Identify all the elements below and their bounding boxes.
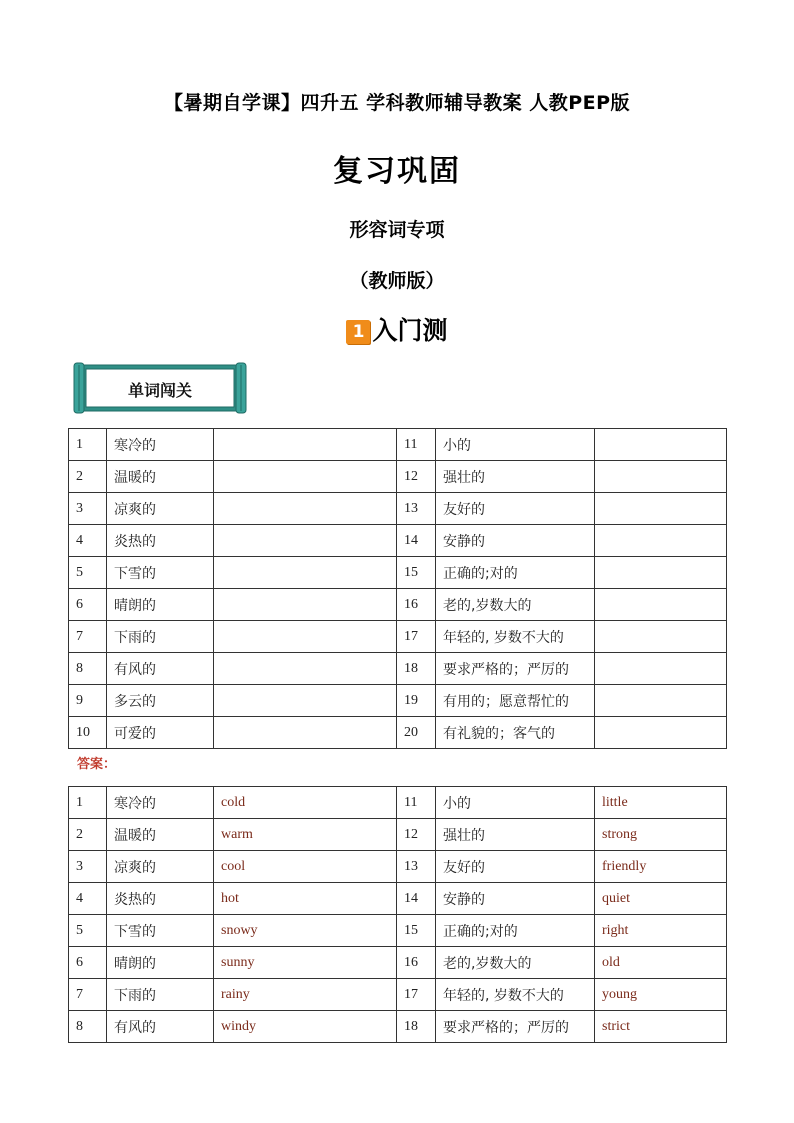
chinese-word: 老的,岁数大的 xyxy=(436,947,595,979)
english-answer xyxy=(214,621,397,653)
main-title: 复习巩固 xyxy=(333,154,461,189)
item-number: 6 xyxy=(69,589,107,621)
english-answer xyxy=(595,461,727,493)
item-number: 3 xyxy=(69,493,107,525)
chinese-word: 要求严格的；严厉的 xyxy=(436,1011,595,1043)
table-row xyxy=(69,819,727,851)
english-answer: cold xyxy=(214,787,397,819)
chinese-word: 年轻的, 岁数不大的 xyxy=(436,979,595,1011)
item-number: 17 xyxy=(397,621,436,653)
item-number: 10 xyxy=(69,717,107,749)
chinese-word: 可爱的 xyxy=(107,717,214,749)
item-number: 2 xyxy=(69,461,107,493)
english-answer xyxy=(595,557,727,589)
chinese-word: 正确的;对的 xyxy=(436,557,595,589)
item-number: 8 xyxy=(69,1011,107,1043)
english-answer xyxy=(214,557,397,589)
english-answer xyxy=(214,589,397,621)
chinese-word: 友好的 xyxy=(436,851,595,883)
table-row xyxy=(69,557,727,589)
chinese-word: 炎热的 xyxy=(107,525,214,557)
table-row xyxy=(69,589,727,621)
chinese-word: 温暖的 xyxy=(107,819,214,851)
chinese-word: 有礼貌的；客气的 xyxy=(436,717,595,749)
chinese-word: 下雨的 xyxy=(107,621,214,653)
chinese-word: 下雪的 xyxy=(107,557,214,589)
item-number: 13 xyxy=(397,851,436,883)
table-row xyxy=(69,1011,727,1043)
item-number: 16 xyxy=(397,947,436,979)
chinese-word: 友好的 xyxy=(436,493,595,525)
document-header: 【暑期自学课】四升五 学科教师辅导教案 人教PEP版 xyxy=(163,92,631,114)
item-number: 17 xyxy=(397,979,436,1011)
item-number: 7 xyxy=(69,979,107,1011)
table-row xyxy=(69,461,727,493)
table-row xyxy=(69,717,727,749)
table-row xyxy=(69,653,727,685)
item-number: 1 xyxy=(69,429,107,461)
table-row xyxy=(69,979,727,1011)
english-answer: snowy xyxy=(214,915,397,947)
item-number: 20 xyxy=(397,717,436,749)
item-number: 18 xyxy=(397,653,436,685)
chinese-word: 晴朗的 xyxy=(107,589,214,621)
english-answer xyxy=(214,493,397,525)
chinese-word: 年轻的, 岁数不大的 xyxy=(436,621,595,653)
chinese-word: 老的,岁数大的 xyxy=(436,589,595,621)
english-answer xyxy=(595,621,727,653)
item-number: 4 xyxy=(69,525,107,557)
english-answer xyxy=(595,525,727,557)
table-row xyxy=(69,851,727,883)
chinese-word: 强壮的 xyxy=(436,461,595,493)
item-number: 14 xyxy=(397,525,436,557)
subtitle: 形容词专项 xyxy=(349,219,445,241)
chinese-word: 有用的；愿意帮忙的 xyxy=(436,685,595,717)
english-answer xyxy=(214,653,397,685)
english-answer: strong xyxy=(595,819,727,851)
english-answer: right xyxy=(595,915,727,947)
item-number: 1 xyxy=(69,787,107,819)
table-row xyxy=(69,621,727,653)
item-number: 16 xyxy=(397,589,436,621)
question-table xyxy=(68,428,727,749)
chinese-word: 要求严格的；严厉的 xyxy=(436,653,595,685)
english-answer: old xyxy=(595,947,727,979)
item-number: 5 xyxy=(69,915,107,947)
english-answer xyxy=(595,589,727,621)
chinese-word: 凉爽的 xyxy=(107,493,214,525)
item-number: 3 xyxy=(69,851,107,883)
answers-label: 答案： xyxy=(77,757,117,772)
english-answer xyxy=(595,685,727,717)
english-answer xyxy=(214,525,397,557)
answer-table xyxy=(68,786,727,1043)
chinese-word: 下雨的 xyxy=(107,979,214,1011)
english-answer: young xyxy=(595,979,727,1011)
english-answer: friendly xyxy=(595,851,727,883)
table-row xyxy=(69,429,727,461)
english-answer: windy xyxy=(214,1011,397,1043)
english-answer xyxy=(214,429,397,461)
table-row xyxy=(69,493,727,525)
table-row xyxy=(69,525,727,557)
chinese-word: 晴朗的 xyxy=(107,947,214,979)
item-number: 7 xyxy=(69,621,107,653)
table-row xyxy=(69,947,727,979)
english-answer: rainy xyxy=(214,979,397,1011)
item-number: 15 xyxy=(397,557,436,589)
english-answer: sunny xyxy=(214,947,397,979)
english-answer xyxy=(214,685,397,717)
english-answer xyxy=(214,717,397,749)
item-number: 4 xyxy=(69,883,107,915)
scroll-banner xyxy=(72,361,248,415)
chinese-word: 安静的 xyxy=(436,525,595,557)
item-number: 8 xyxy=(69,653,107,685)
section-heading xyxy=(0,311,794,347)
chinese-word: 寒冷的 xyxy=(107,429,214,461)
chinese-word: 寒冷的 xyxy=(107,787,214,819)
chinese-word: 炎热的 xyxy=(107,883,214,915)
item-number: 5 xyxy=(69,557,107,589)
item-number: 12 xyxy=(397,819,436,851)
english-answer: strict xyxy=(595,1011,727,1043)
item-number: 15 xyxy=(397,915,436,947)
chinese-word: 有风的 xyxy=(107,1011,214,1043)
chinese-word: 多云的 xyxy=(107,685,214,717)
english-answer: quiet xyxy=(595,883,727,915)
chinese-word: 下雪的 xyxy=(107,915,214,947)
table-row xyxy=(69,883,727,915)
english-answer xyxy=(595,653,727,685)
chinese-word: 有风的 xyxy=(107,653,214,685)
edition-label: （教师版） xyxy=(349,270,445,292)
english-answer: warm xyxy=(214,819,397,851)
english-answer: hot xyxy=(214,883,397,915)
table-row xyxy=(69,915,727,947)
item-number: 11 xyxy=(397,429,436,461)
section-number-badge: 1 xyxy=(346,320,370,344)
item-number: 18 xyxy=(397,1011,436,1043)
section-title: 入门测 xyxy=(372,316,448,345)
item-number: 19 xyxy=(397,685,436,717)
item-number: 6 xyxy=(69,947,107,979)
chinese-word: 正确的;对的 xyxy=(436,915,595,947)
english-answer: little xyxy=(595,787,727,819)
chinese-word: 强壮的 xyxy=(436,819,595,851)
english-answer xyxy=(214,461,397,493)
item-number: 13 xyxy=(397,493,436,525)
chinese-word: 安静的 xyxy=(436,883,595,915)
english-answer xyxy=(595,429,727,461)
chinese-word: 小的 xyxy=(436,429,595,461)
item-number: 2 xyxy=(69,819,107,851)
banner-label: 单词闯关 xyxy=(127,381,192,400)
item-number: 11 xyxy=(397,787,436,819)
chinese-word: 温暖的 xyxy=(107,461,214,493)
english-answer xyxy=(595,717,727,749)
item-number: 12 xyxy=(397,461,436,493)
item-number: 14 xyxy=(397,883,436,915)
table-row xyxy=(69,787,727,819)
table-row xyxy=(69,685,727,717)
english-answer: cool xyxy=(214,851,397,883)
chinese-word: 凉爽的 xyxy=(107,851,214,883)
item-number: 9 xyxy=(69,685,107,717)
english-answer xyxy=(595,493,727,525)
chinese-word: 小的 xyxy=(436,787,595,819)
